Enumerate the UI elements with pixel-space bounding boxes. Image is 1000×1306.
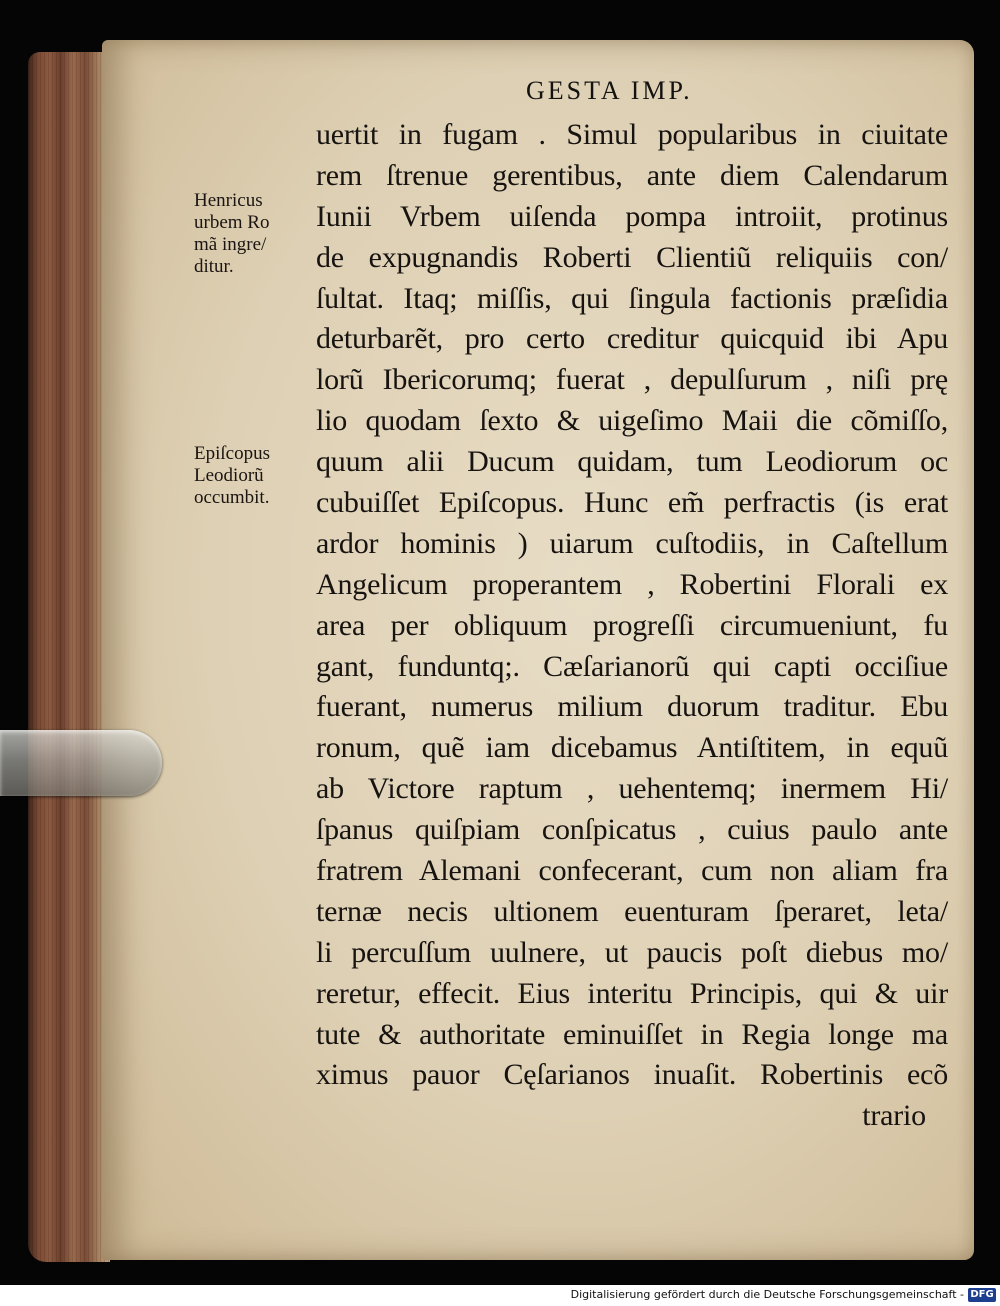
text-line: Angelicum properantem , Robertini Florali ex (316, 567, 948, 601)
text-line: de expugnandis Roberti Clientiũ reliquiis con/ (316, 240, 948, 274)
marginal-note-line: Leodiorũ (194, 465, 264, 486)
marginal-note-line: ditur. (194, 256, 234, 277)
text-line: li percuſſum uulnere, ut paucis poſt diebus mo/ (316, 935, 948, 969)
text-line: Iunii Vrbem uiſenda pompa introiit, protinus (316, 199, 948, 233)
text-line: area per obliquum progreſſi circumueniunt, fu (316, 608, 948, 642)
text-line: quum alii Ducum quidam, tum Leodiorum oc (316, 445, 948, 479)
text-line: lio quodam ſexto & uigeſimo Maii die cõmiſſo, (316, 404, 948, 438)
text-line: ardor hominis ) uiarum cuſtodiis, in Caſtellum (316, 526, 948, 560)
text-line: uertit in fugam . Simul popularibus in ciuitate (316, 118, 948, 151)
catchword: trario (862, 1099, 926, 1133)
dfg-logo: DFG (968, 1288, 996, 1302)
marginal-note-line: occumbit. (194, 487, 270, 508)
marginal-note-line: Henricus (194, 190, 263, 211)
text-line: fuerant, numerus milium duorum traditur. Ebu (316, 690, 948, 724)
marginal-note (194, 190, 324, 278)
text-line: ternæ necis ultionem euenturam ſperaret, leta/ (316, 894, 948, 928)
text-line: deturbarẽt, pro certo creditur quicquid ibi Apu (316, 322, 948, 356)
footer-credit: Digitalisierung gefördert durch die Deutsche Forschungsgemeinschaft - (570, 1288, 964, 1301)
text-line: cubuiſſet Epiſcopus. Hunc em̃ perfractis (is erat (316, 486, 948, 520)
marginal-note-line: urbem Ro (194, 212, 270, 233)
text-line: lorũ Ibericorumq; fuerat , depulſurum , niſi prę (316, 363, 948, 397)
text-line: ab Victore raptum , uehentemq; inermem Hi/ (316, 772, 948, 806)
text-line: fratrem Alemani confecerant, cum non aliam fra (316, 854, 948, 888)
marginal-note-line: Epiſcopus (194, 443, 270, 464)
text-line: ſultat. Itaq; miſſis, qui ſingula factionis præſidia (316, 281, 948, 315)
text-line: gant, funduntq;. Cæſarianorũ qui capti occiſiue (316, 649, 948, 683)
footer-bar (0, 1285, 1000, 1306)
marginal-note-line: mã ingre/ (194, 234, 267, 255)
body-text (316, 115, 948, 1137)
text-line: ſpanus quiſpiam conſpicatus , cuius paulo ante (316, 813, 948, 847)
text-line: ximus pauor Cęſarianos inuaſit. Robertinis ecõ (316, 1058, 948, 1092)
marginal-note (194, 443, 324, 509)
book-edge (28, 52, 110, 1262)
text-line: tute & authoritate eminuiſſet in Regia longe ma (316, 1017, 948, 1051)
page-clip (0, 730, 162, 796)
text-line: ronum, quẽ iam dicebamus Antiſtitem, in equũ (316, 731, 948, 765)
text-line: reretur, effecit. Eius interitu Principis, qui & uir (316, 976, 948, 1010)
text-line: rem ſtrenue gerentibus, ante diem Calendarum (316, 158, 948, 192)
running-head: GESTA IMP. (526, 76, 693, 105)
